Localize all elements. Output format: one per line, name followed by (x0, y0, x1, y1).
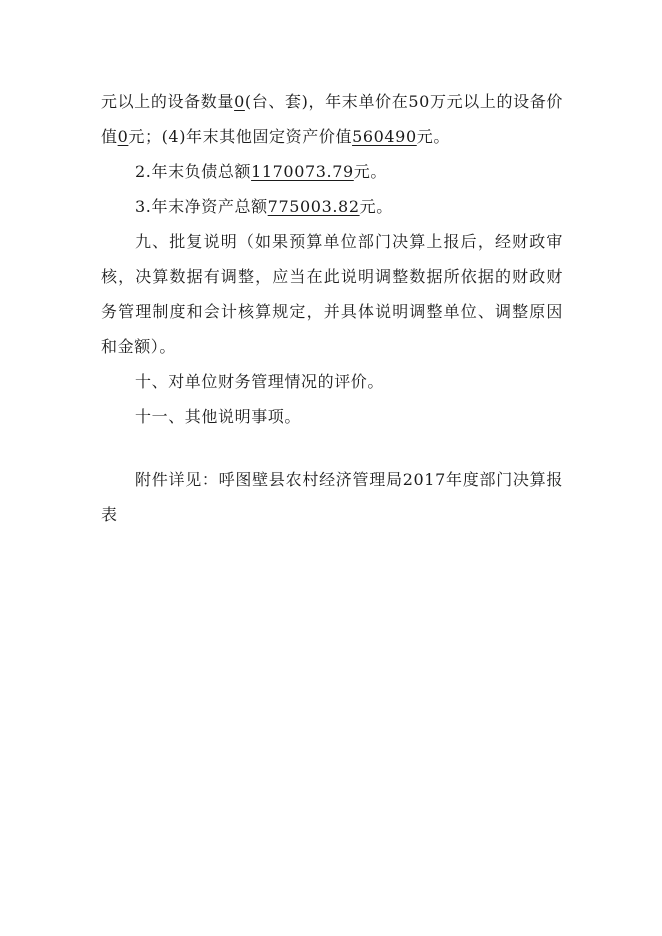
liabilities-unit: 元。 (353, 162, 387, 181)
liabilities-label: 2.年末负债总额 (135, 162, 252, 181)
net-assets-value: 775003.82 (267, 197, 360, 216)
paragraph-other-items: 十一、其他说明事项。 (135, 407, 302, 426)
para1-text-2: (台、套)，年末单价在50万元以上的设备价值 (101, 92, 563, 146)
liabilities-value: 1170073.79 (251, 162, 354, 181)
paragraph-net-assets (101, 189, 563, 224)
net-assets-unit: 元。 (359, 197, 393, 216)
paragraph-liabilities (101, 154, 563, 189)
other-fixed-assets-value: 560490 (352, 127, 417, 146)
paragraph-approval-notes: 九、批复说明（如果预算单位部门决算上报后，经财政审核，决算数据有调整，应当在此说明调整数据所依据的财政财务管理制度和会计核算规定，并具体说明调整单位、调整原因和金额）。 (101, 232, 563, 356)
attachment-block (101, 462, 563, 532)
paragraph-evaluation: 十、对单位财务管理情况的评价。 (135, 372, 385, 391)
attachment-note: 附件详见：呼图壁县农村经济管理局2017年度部门决算报表 (101, 470, 563, 524)
para1-text-1: 元以上的设备数量 (101, 92, 235, 111)
net-assets-label: 3.年末净资产总额 (135, 197, 268, 216)
document-body (101, 84, 563, 434)
para1-text-3: 元；(4)年末其他固定资产价值 (128, 127, 353, 146)
paragraph-equipment (101, 84, 563, 154)
para1-text-4: 元。 (416, 127, 450, 146)
equipment-50w-value: 0 (117, 127, 129, 146)
equipment-count-value: 0 (234, 92, 245, 111)
